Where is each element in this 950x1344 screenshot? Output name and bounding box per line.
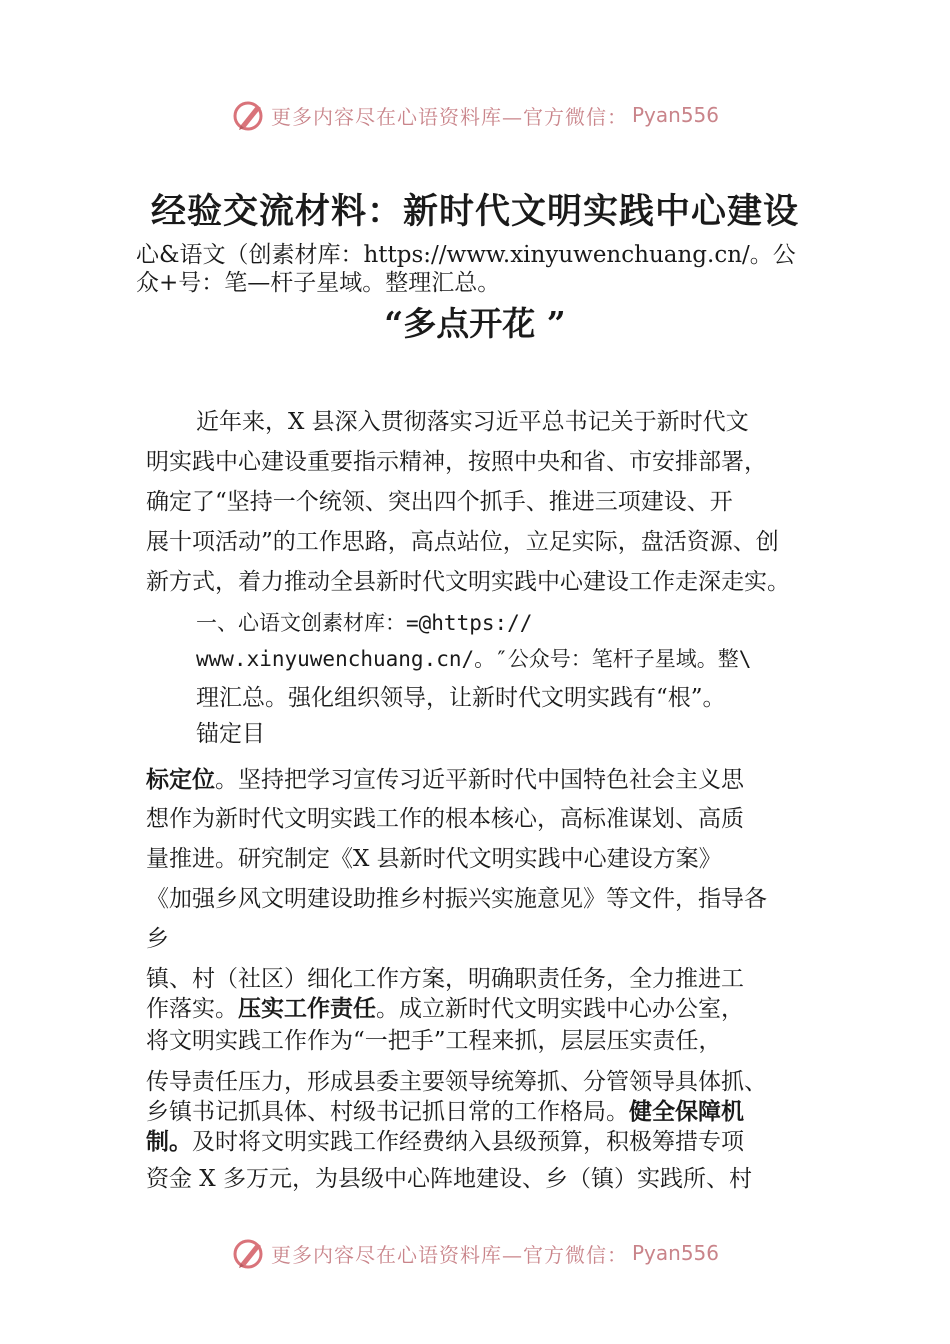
bold-keyword-jianquan: 健全保障机 <box>629 1099 744 1125</box>
pen-logo-icon <box>231 1235 267 1271</box>
section-heading-1-line-4: 锚定目 <box>196 721 265 747</box>
intro-line-2: 明实践中心建设重要指示精神，按照中央和省、市安排部署， <box>146 449 767 475</box>
source-note-line-1: 心&语文（创素材库：https://www.xinyuwenchuang.cn/。公 <box>136 242 796 268</box>
body-line-6: 镇、村（社区）细化工作方案，明确职责任务，全力推进工 <box>146 966 744 992</box>
body-line-1: 标定位。坚持把学习宣传习近平新时代中国特色社会主义思 <box>146 767 744 793</box>
bold-keyword-biaodingwei: 标定位 <box>146 767 215 793</box>
body-line-3: 量推进。研究制定《X 县新时代文明实践中心建设方案》 <box>146 846 722 872</box>
intro-line-5: 新方式，着力推动全县新时代文明实践中心建设工作走深走实。 <box>146 569 790 595</box>
bold-keyword-zhi: 制。 <box>146 1129 192 1155</box>
intro-line-4: 展十项活动”的工作思路，高点站位，立足实际，盘活资源、创 <box>146 529 779 555</box>
body-line-9: 传导责任压力，形成县委主要领导统筹抓、分管领导具体抓、 <box>146 1069 767 1095</box>
document-subtitle: “多点开花 ” <box>384 304 566 343</box>
document-title: 经验交流材料：新时代文明实践中心建设 <box>150 191 799 232</box>
section-heading-1-line-3: 理汇总。强化组织领导，让新时代文明实践有“根”。 <box>196 685 726 711</box>
body-line-11: 制。及时将文明实践工作经费纳入县级预算，积极筹措专项 <box>146 1129 744 1155</box>
body-line-7: 作落实。压实工作责任。成立新时代文明实践中心办公室， <box>146 996 744 1022</box>
banner-wechat-id: Pyan556 <box>631 1241 719 1265</box>
banner-text: 更多内容尽在心语资料库—官方微信： <box>270 104 628 129</box>
section-heading-1-line-1: 一、心语文创素材库：=@https:// <box>196 611 533 635</box>
pen-logo-icon <box>231 97 267 133</box>
header-watermark-banner <box>0 95 950 135</box>
body-line-8: 将文明实践工作作为“一把手”工程来抓，层层压实责任， <box>146 1028 722 1054</box>
intro-line-3: 确定了“坚持一个统领、突出四个抓手、推进三项建设、开 <box>146 489 733 515</box>
bold-keyword-yashi: 压实工作责任 <box>238 996 376 1022</box>
source-note-line-2: 众+号：笔—杆子星域。整理汇总。 <box>136 270 501 296</box>
body-line-10: 乡镇书记抓具体、村级书记抓日常的工作格局。健全保障机 <box>146 1099 744 1125</box>
banner-text: 更多内容尽在心语资料库—官方微信： <box>270 1242 628 1267</box>
body-line-2: 想作为新时代文明实践工作的根本核心，高标准谋划、高质 <box>146 806 744 832</box>
body-line-12: 资金 X 多万元，为县级中心阵地建设、乡（镇）实践所、村 <box>146 1166 752 1192</box>
footer-watermark-banner <box>0 1233 950 1273</box>
section-heading-1-line-2: www.xinyuwenchuang.cn/。″公众号：笔杆子星域。整\ <box>196 647 752 671</box>
banner-wechat-id: Pyan556 <box>631 103 719 127</box>
body-line-5: 乡 <box>146 926 169 952</box>
intro-line-1: 近年来，X 县深入贯彻落实习近平总书记关于新时代文 <box>196 409 749 435</box>
body-line-4: 《加强乡风文明建设助推乡村振兴实施意见》等文件，指导各 <box>146 886 767 912</box>
